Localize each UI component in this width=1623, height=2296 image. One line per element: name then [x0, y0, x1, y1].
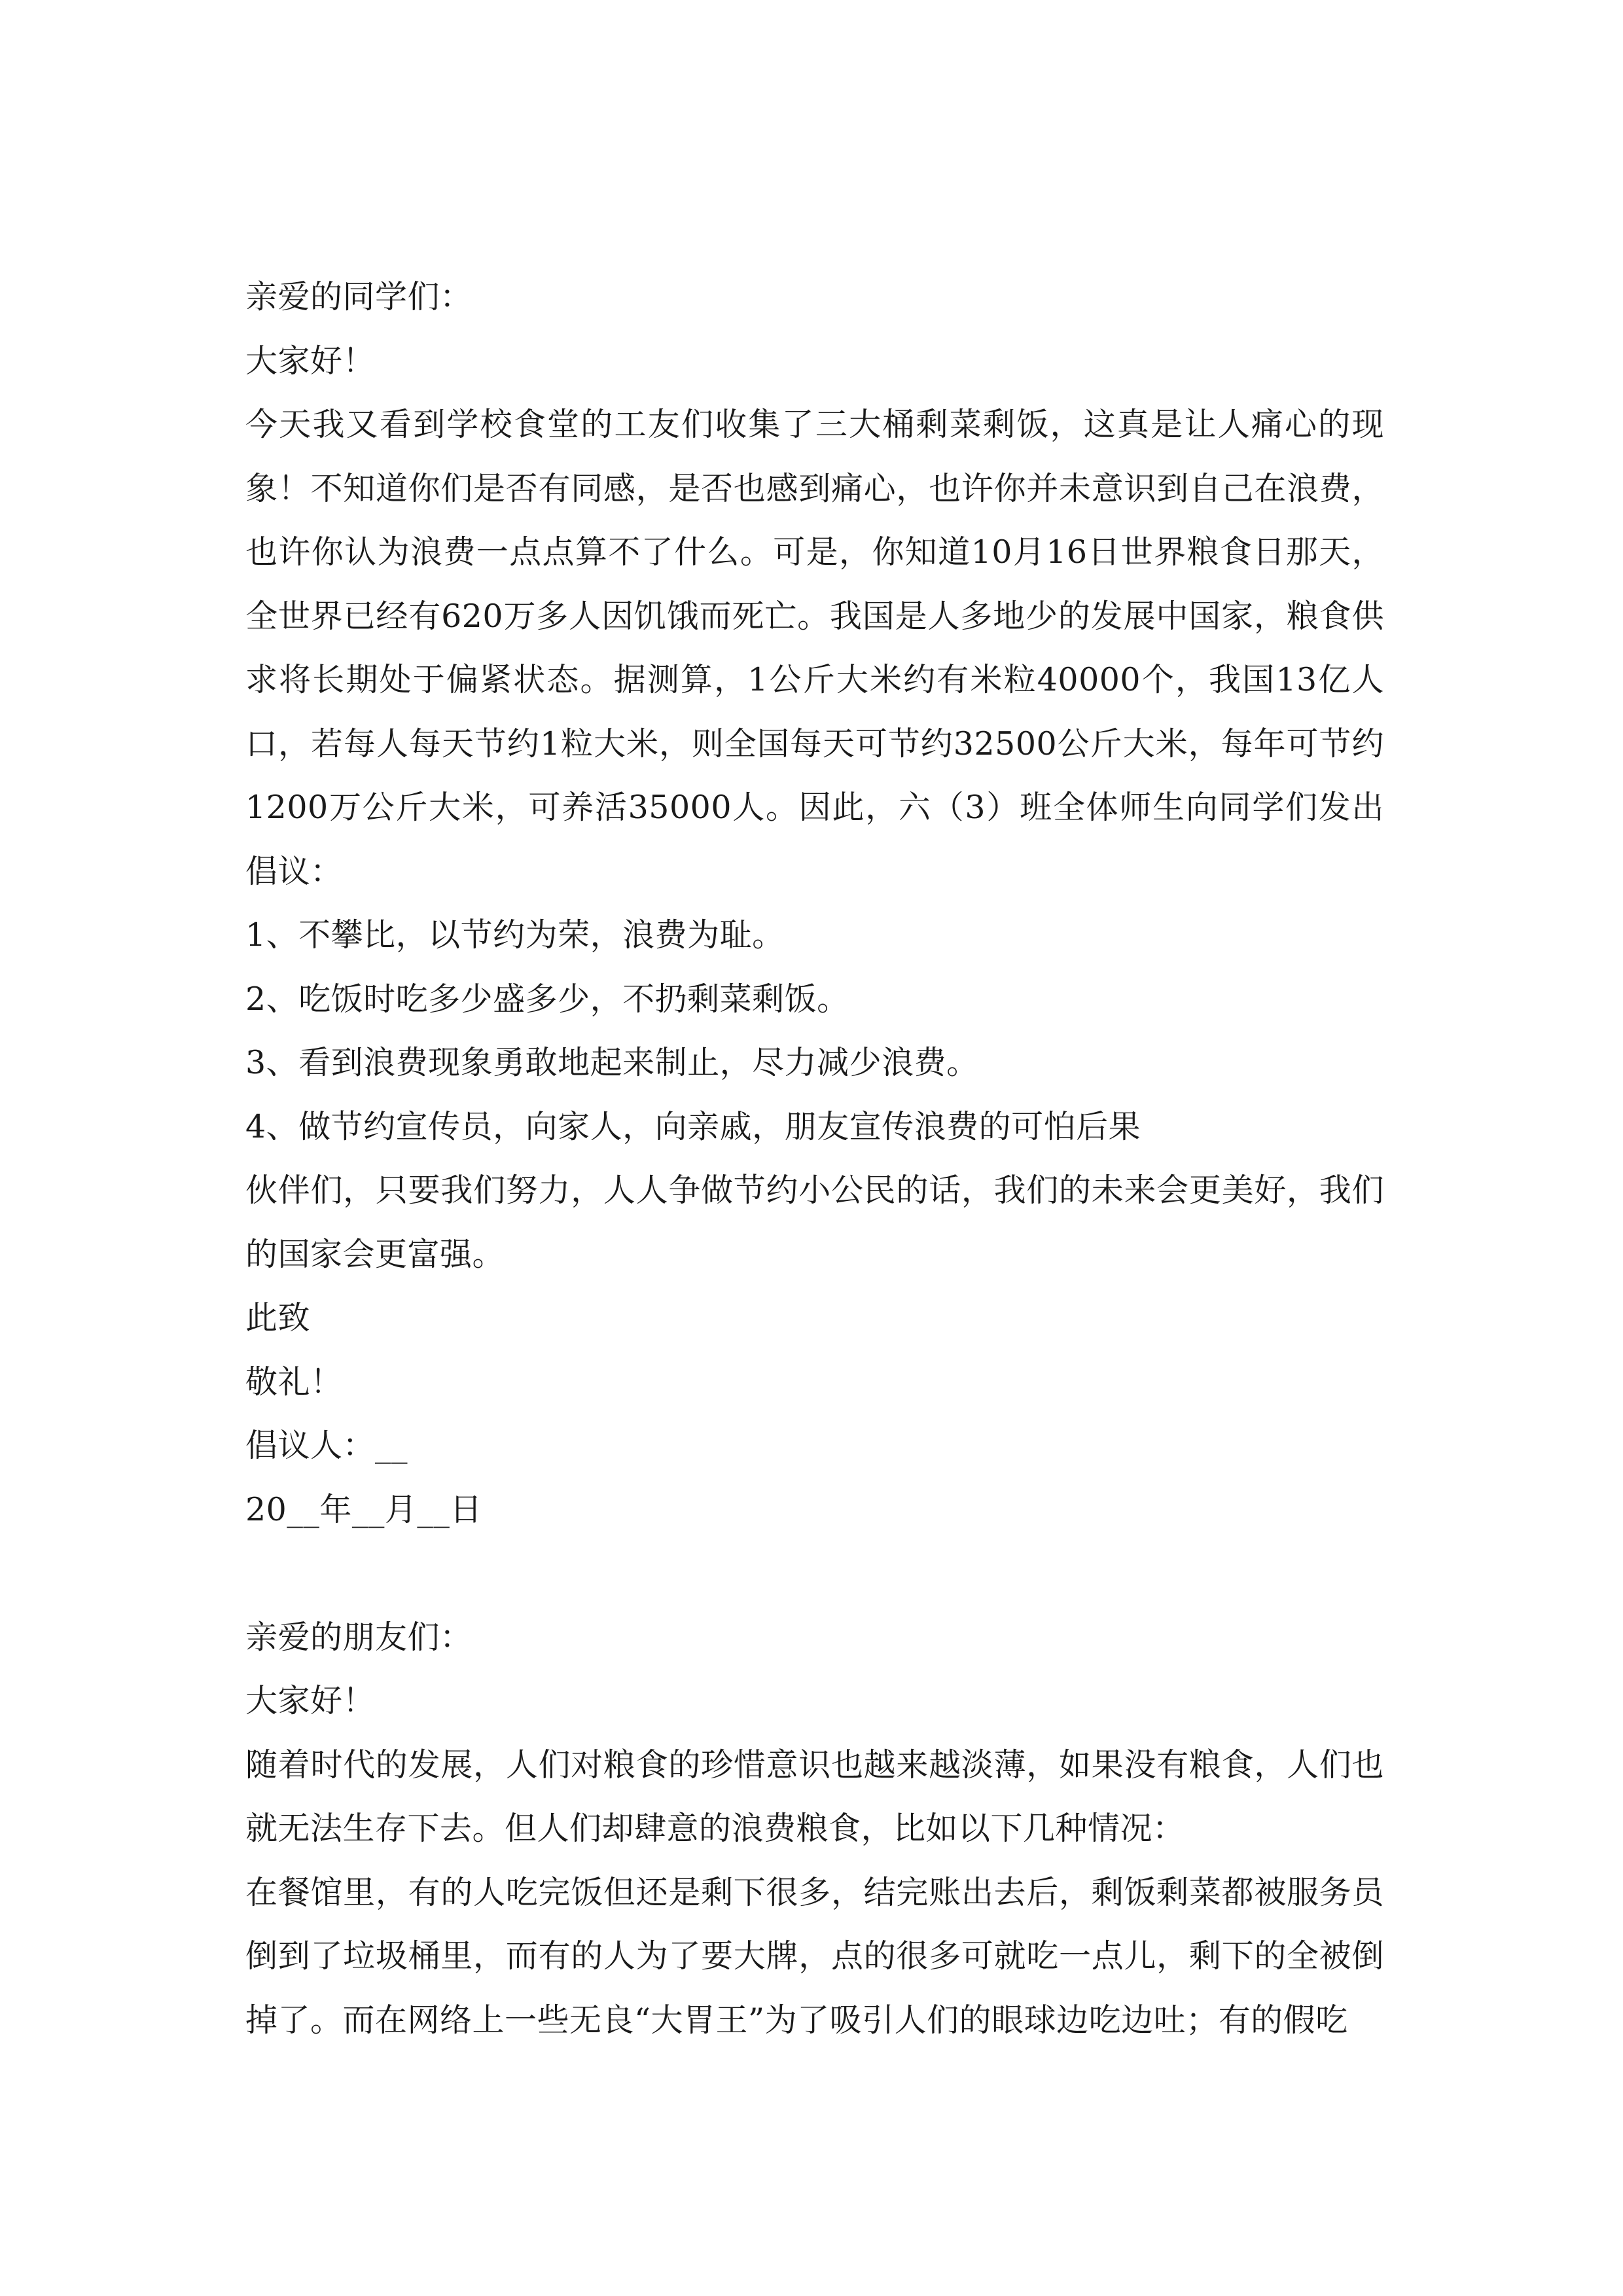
proposal-item-2: 2、吃饭时吃多少盛多少，不扔剩菜剩饭。 — [245, 980, 849, 1018]
proposal-item-4: 4、做节约宣传员，向家人，向亲戚，朋友宣传浪费的可怕后果 — [245, 1107, 1141, 1145]
letter1-date: 20__年__月__日 — [245, 1490, 482, 1528]
proposal-item-1: 1、不攀比，以节约为荣，浪费为耻。 — [245, 916, 785, 954]
letter2-greeting: 大家好！ — [245, 1682, 376, 1719]
letter1-salutation: 亲爱的同学们： — [245, 278, 473, 315]
section-gap — [245, 1541, 1384, 1605]
letter2-paragraph-1: 随着时代的发展，人们对粮食的珍惜意识也越来越淡薄，如果没有粮食，人们也就无法生存下去。但人们却肆意的浪费粮食，比如以下几种情况： — [245, 1746, 1384, 1847]
letter1-regards-1: 此致 — [245, 1299, 311, 1336]
letter1-regards-2: 敬礼！ — [245, 1363, 343, 1401]
letter1-body: 今天我又看到学校食堂的工友们收集了三大桶剩菜剩饭，这真是让人痛心的现象！不知道你们是否有同感，是否也感到痛心，也许你并未意识到自己在浪费，也许你认为浪费一点点算不了什么。可是，你知道10月16日世界粮食日那天，全世界已经有620万多人因饥饿而死亡。我国是人多地少的发展中国家，粮食供求将长期处于偏紧状态。据测算，1公斤大米约有米粒40000个，我国13亿人口，若每人每天节约1粒大米，则全国每天可节约32500公斤大米，每年可节约1200万公斤大米，可养活35000人。因此，六（3）班全体师生向同学们发出倡议： — [245, 406, 1384, 890]
letter2-salutation: 亲爱的朋友们： — [245, 1618, 473, 1656]
document-page — [245, 265, 1384, 2052]
proposal-item-3: 3、看到浪费现象勇敢地起来制止，尽力减少浪费。 — [245, 1044, 979, 1081]
letter1-greeting: 大家好！ — [245, 342, 376, 380]
letter2-paragraph-2: 在餐馆里，有的人吃完饭但还是剩下很多，结完账出去后，剩饭剩菜都被服务员倒到了垃圾桶里，而有的人为了要大牌，点的很多可就吃一点儿，剩下的全被倒掉了。而在网络上一些无良“大胃王”为了吸引人们的眼球边吃边吐；有的假吃 — [245, 1873, 1384, 2039]
letter1-closing-paragraph: 伙伴们，只要我们努力，人人争做节约小公民的话，我们的未来会更美好，我们的国家会更富强。 — [245, 1172, 1384, 1273]
letter1-proposer: 倡议人：__ — [245, 1427, 408, 1464]
